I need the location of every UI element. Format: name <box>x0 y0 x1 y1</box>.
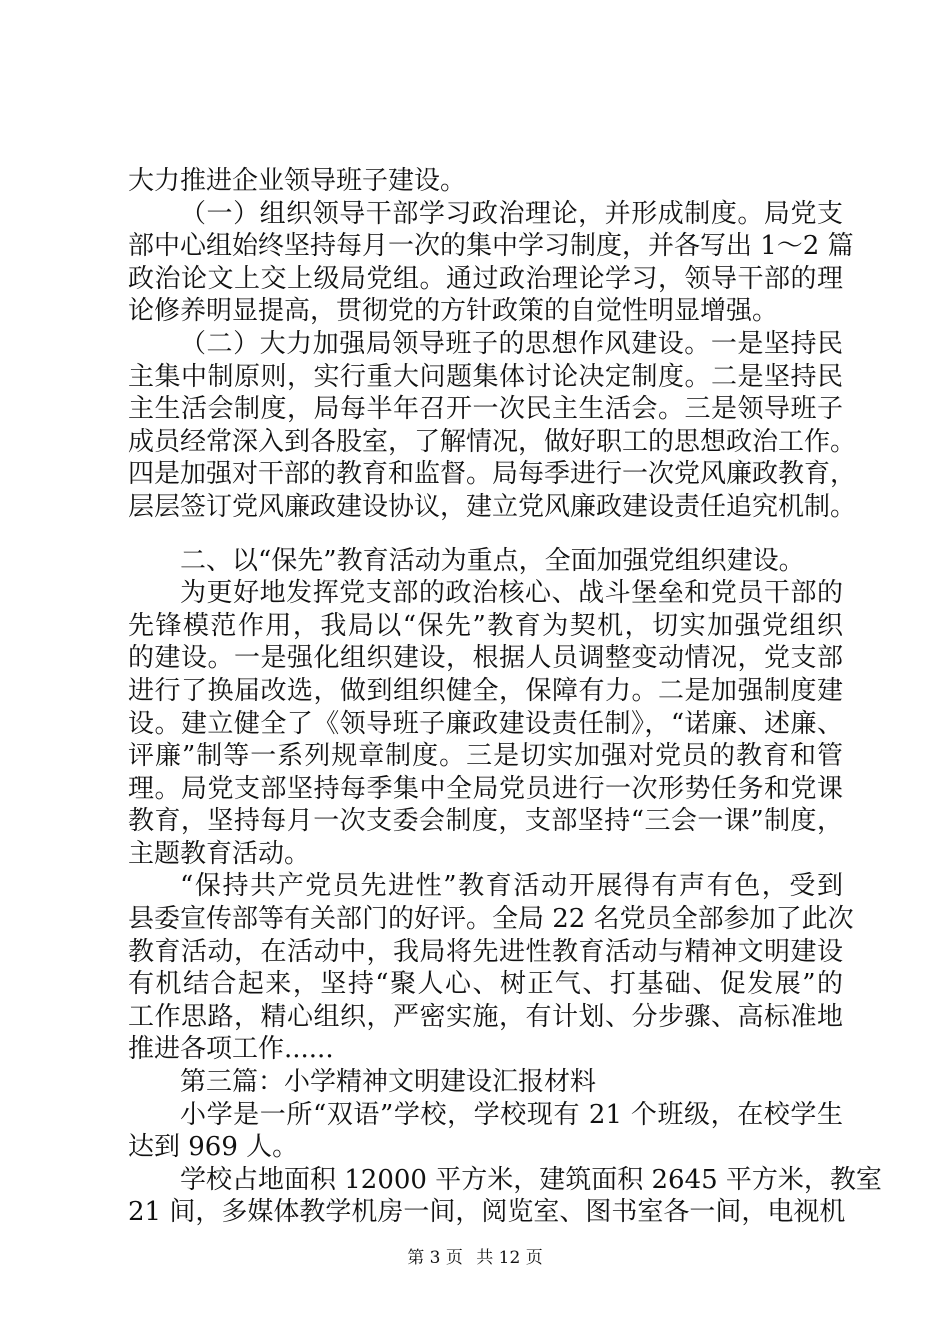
text-line: 四是加强对干部的教育和监督。局每季进行一次党风廉政教育， <box>128 459 857 490</box>
text-line: 评廉”制等一系列规章制度。三是切实加强对党员的教育和管 <box>128 741 843 772</box>
text-line: 理。局党支部坚持每季集中全局党员进行一次形势任务和党课 <box>128 773 843 804</box>
text-line: （二）大力加强局领导班子的思想作风建设。一是坚持民 <box>180 328 843 359</box>
text-line: 主题教育活动。 <box>128 838 311 869</box>
text-line: 21 间，多媒体教学机房一间，阅览室、图书室各一间，电视机 <box>128 1197 846 1228</box>
text-line: “保持共产党员先进性”教育活动开展得有声有色，受到 <box>180 871 843 902</box>
text-line: 教育活动，在活动中，我局将先进性教育活动与精神文明建设 <box>128 936 843 967</box>
text-line: 的建设。一是强化组织建设，根据人员调整变动情况，党支部 <box>128 643 843 674</box>
text-line: 层层签订党风廉政建设协议，建立党风廉政建设责任追究机制。 <box>128 491 857 522</box>
document-body <box>128 165 882 1229</box>
section-heading: 二、以“保先”教育活动为重点，全面加强党组织建设。 <box>180 545 805 576</box>
text-line: （一）组织领导干部学习政治理论，并形成制度。局党支 <box>180 198 843 229</box>
text-line: 学校占地面积 12000 平方米，建筑面积 2645 平方米，教室 <box>180 1164 882 1195</box>
text-line: 进行了换届改选，做到组织健全，保障有力。二是加强制度建 <box>128 675 843 706</box>
text-line: 有机结合起来，坚持“聚人心、树正气、打基础、促发展”的 <box>128 969 843 1000</box>
text-line: 推进各项工作...... <box>128 1034 334 1065</box>
page-footer <box>0 1243 950 1268</box>
text-line: 工作思路，精心组织，严密实施，有计划、分步骤、高标准地 <box>128 1001 843 1032</box>
text-line: 小学是一所“双语”学校，学校现有 21 个班级，在校学生 <box>180 1099 843 1130</box>
text-line: 大力推进企业领导班子建设。 <box>128 166 467 196</box>
text-line: 为更好地发挥党支部的政治核心、战斗堡垒和党员干部的 <box>180 578 843 609</box>
page-number: 第 3 页 <box>407 1248 463 1268</box>
text-line: 政治论文上交上级局党组。通过政治理论学习，领导干部的理 <box>128 263 843 294</box>
text-line: 主生活会制度，局每半年召开一次民主生活会。三是领导班子 <box>128 394 843 425</box>
text-line: 达到 969 人。 <box>128 1132 299 1163</box>
page-total: 共 12 页 <box>476 1248 543 1268</box>
text-line: 主集中制原则，实行重大问题集体讨论决定制度。二是坚持民 <box>128 361 843 392</box>
text-line: 部中心组始终坚持每月一次的集中学习制度，并各写出 1～2 篇 <box>128 231 854 262</box>
text-line: 先锋模范作用，我局以“保先”教育为契机，切实加强党组织 <box>128 610 843 641</box>
text-line: 论修养明显提高，贯彻党的方针政策的自觉性明显增强。 <box>128 296 779 327</box>
text-line: 教育，坚持每月一次支委会制度，支部坚持“三会一课”制度， <box>128 806 843 837</box>
text-line: 县委宣传部等有关部门的好评。全局 22 名党员全部参加了此次 <box>128 904 854 935</box>
section-title: 第三篇：小学精神文明建设汇报材料 <box>180 1067 597 1098</box>
paragraph-gap <box>128 524 843 545</box>
text-line: 成员经常深入到各股室，了解情况，做好职工的思想政治工作。 <box>128 426 857 457</box>
text-line: 设。建立健全了《领导班子廉政建设责任制》，“诺廉、述廉、 <box>128 708 843 739</box>
